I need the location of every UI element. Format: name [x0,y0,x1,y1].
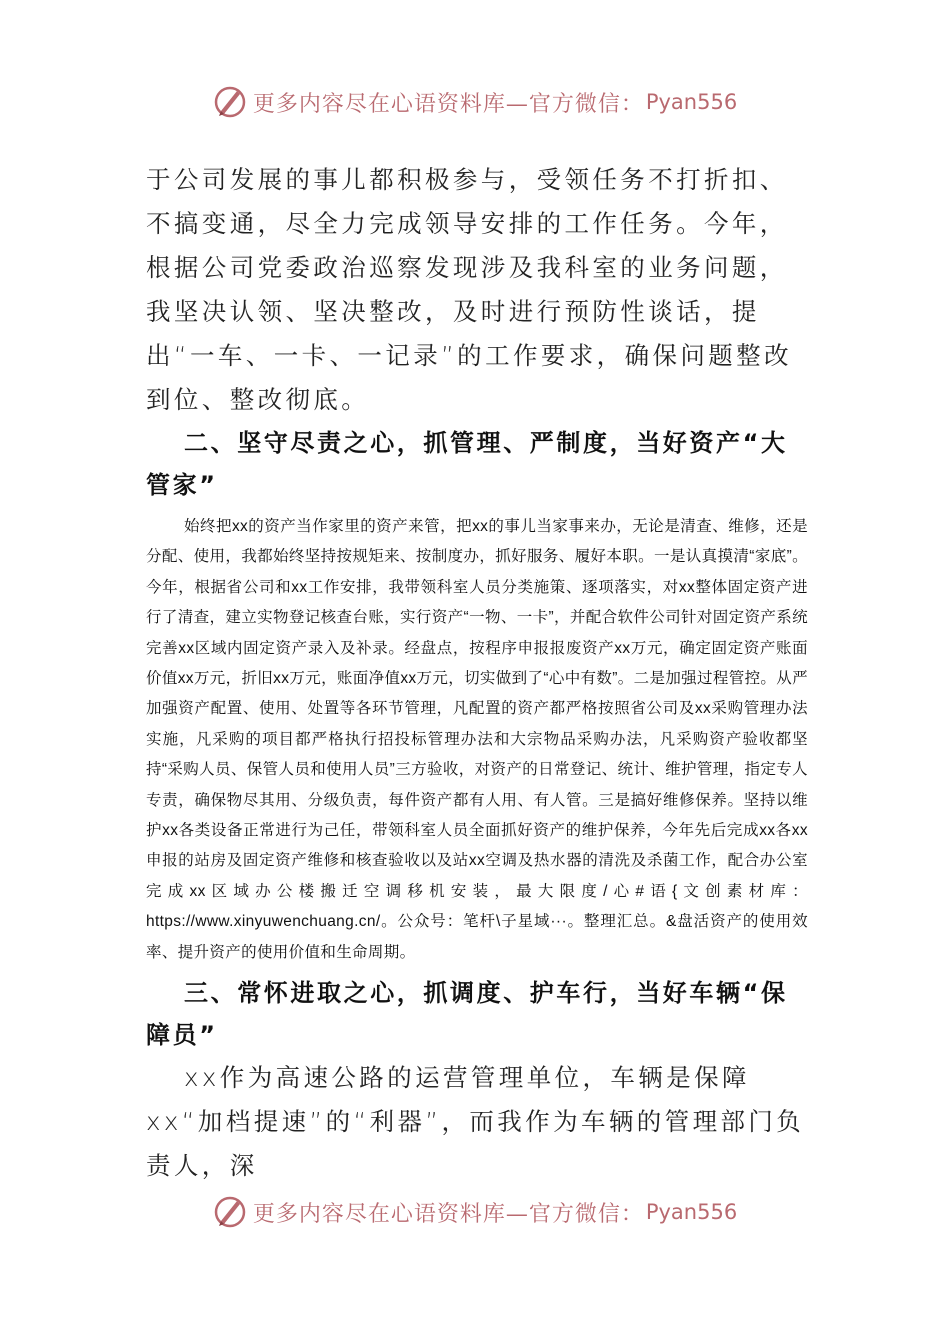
paragraph-continued: 于公司发展的事儿都积极参与，受领任务不打折扣、不搞变通，尽全力完成领导安排的工作任务。今年，根据公司党委政治巡察发现涉及我科室的业务问题，我坚决认领、坚决整改，及时进行预防性谈话，提出“一车、一卡、一记录”的工作要求，确保问题整改到位、整改彻底。 [146,165,792,414]
paragraph-asset-management: 始终把xx的资产当作家里的资产来管，把xx的事儿当家事来办，无论是清查、维修，还是分配、使用，我都始终坚持按规矩来、按制度办，抓好服务、履好本职。一是认真摸清“家底”。今年，根据省公司和xx工作安排，我带领科室人员分类施策、逐项落实，对xx整体固定资产进行了清查，建立实物登记核查台账，实行资产“一物、一卡”，并配合软件公司针对固定资产系统完善xx区域内固定资产录入及补录。经盘点，按程序申报报废资产xx万元，确定固定资产账面价值xx万元，折旧xx万元，账面净值xx万元，切实做到了“心中有数”。二是加强过程管控。从严加强资产配置、使用、处置等各环节管理，凡配置的资产都严格按照省公司及xx采购管理办法实施，凡采购的项目都严格执行招投标管理办法和大宗物品采购办法，凡采购资产验收都坚持“采购人员、保管人员和使用人员”三方验收，对资产的日常登记、统计、维护管理，指定专人专责，确保物尽其用、分级负责，每件资产都有人用、有人管。三是搞好维修保养。坚持以维护xx各类设备正常进行为己任，带领科室人员全面抓好资产的维护保养，今年先后完成xx各xx申报的站房及固定资产维修和核查验收以及站xx空调及热水器的清洗及杀菌工作，配合办公室完成xx区域办公楼搬迁空调移机安装，最大限度/心#语{文创素材库：https://www.xinyuwenchuang.cn/。公众号：笔杆\子星域···。整理汇总。&盘活资产的使用效率、提升资产的使用价值和生命周期。 [146,518,808,961]
paragraph-vehicle: xx作为高速公路的运营管理单位，车辆是保障xx“加档提速”的“利器”，而我作为车辆的管理部门负责人，深 [146,1063,805,1181]
header-banner [0,80,950,124]
footer-banner [0,1190,950,1234]
pen-logo-icon [213,1195,247,1229]
banner-wechat-id: Pyan556 [645,90,738,114]
banner-text: 更多内容尽在心语资料库—官方微信： [252,91,644,117]
section-heading-2: 二、坚守尽责之心，抓管理、严制度，当好资产“大管家” [146,429,788,499]
section-heading-3: 三、常怀进取之心，抓调度、护车行，当好车辆“保障员” [146,979,788,1050]
banner-text: 更多内容尽在心语资料库—官方微信： [252,1201,644,1227]
banner-wechat-id: Pyan556 [645,1200,738,1224]
pen-logo-icon [213,85,247,119]
document-body [146,158,808,1188]
